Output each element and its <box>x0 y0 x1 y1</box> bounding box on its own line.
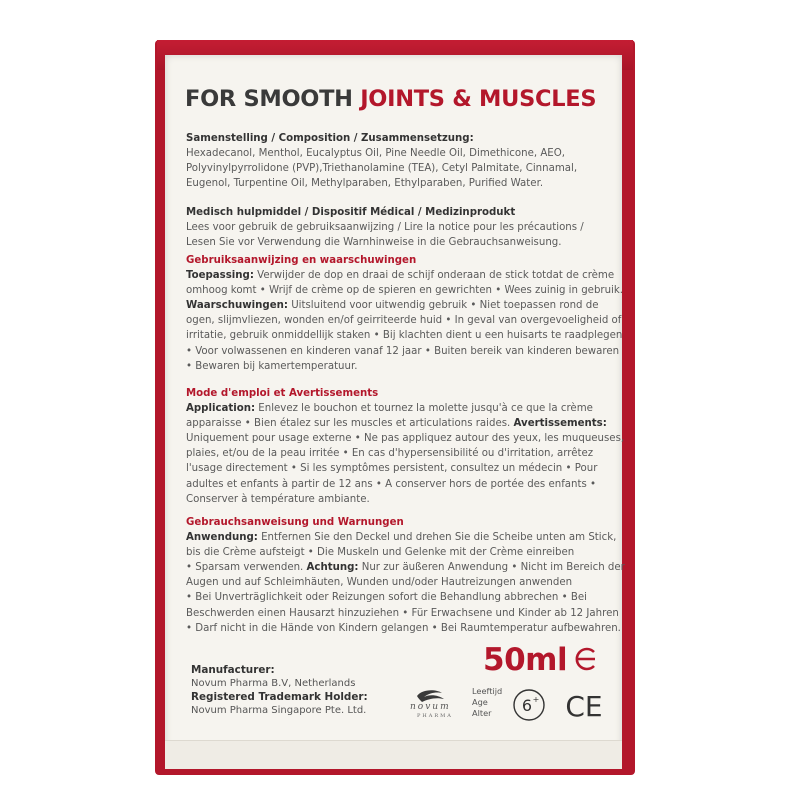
composition-block <box>186 131 577 191</box>
french-line: adultes et enfants à partir de 12 ans • A conserver hors de portée des enfants • <box>186 478 597 490</box>
dutch-line: • Bewaren bij kamertemperatuur. <box>186 360 358 372</box>
medical-block <box>186 205 584 250</box>
french-line: l'usage directement • Si les symptômes persistent, consultez un médecin • Pour <box>186 463 598 475</box>
panel-bottom-edge <box>165 740 622 769</box>
dutch-line: Uitsluitend voor uitwendig gebruik • Niet toepassen rond de <box>287 300 599 312</box>
manufacturer-name: Novum Pharma B.V, Netherlands <box>191 678 356 690</box>
german-line: • Bei Unverträglichkeit oder Reizungen sofort die Behandlung abbrechen • Bei <box>186 592 587 604</box>
french-line: apparaisse • Bien étalez sur les muscles et articulations raides. <box>186 418 514 430</box>
composition-line: Eugenol, Turpentine Oil, Methylparaben, Ethylparaben, Purified Water. <box>186 178 544 190</box>
medical-title: Medisch hulpmiddel / Dispositif Médical / Medizinprodukt <box>186 207 516 218</box>
dutch-line: irritatie, gebruik onmiddellijk staken • Bij klachten dient u een huisarts te raadplegen <box>186 330 623 342</box>
french-label-warnings: Avertissements: <box>513 418 607 430</box>
dutch-line: • Voor volwassenen en kinderen vanaf 12 jaar • Buiten bereik van kinderen bewaren <box>186 345 620 357</box>
age-label-line: Leeftijd <box>472 686 503 696</box>
french-line: plaies, et/ou de la peau irritée • En cas d'hypersensibilité ou d'irritation, arrêtez <box>186 448 594 460</box>
ce-mark-text: CE <box>565 690 603 722</box>
french-line: Conserver à température ambiante. <box>186 493 370 505</box>
french-block <box>186 386 624 507</box>
german-line: Entfernen Sie den Deckel und drehen Sie die Scheibe unten am Stick, <box>257 532 617 544</box>
headline <box>185 86 596 112</box>
medical-line: Lees voor gebruik de gebruiksaanwijzing / Lire la notice pour les précautions / <box>186 222 584 234</box>
trademark-holder-label: Registered Trademark Holder: <box>191 690 368 703</box>
volume-label: 50ml <box>483 642 568 678</box>
dutch-block <box>186 253 623 374</box>
dutch-line: omhoog komt • Wrijf de crème op de spieren en gewrichten • Wees zuinig in gebruik. <box>186 285 624 297</box>
dutch-line: Verwijder de dop en draai de schijf onderaan de stick totdat de crème <box>253 270 615 282</box>
age-label-line: Alter <box>472 708 492 718</box>
french-line: Uniquement pour usage externe • Ne pas appliquez autour des yeux, les muqueuses, <box>186 433 625 445</box>
age-label <box>472 686 502 719</box>
logo-wordmark: novum <box>410 702 451 712</box>
german-label-application: Anwendung: <box>186 532 258 544</box>
german-line: Beschwerden einen Hausarzt hinzuziehen • Für Erwachsene und Kinder ab 12 Jahren <box>186 607 619 619</box>
dutch-line: ogen, slijmvliezen, wonden en/of geirriteerde huid • In geval van overgevoeligheid of <box>186 315 622 327</box>
manufacturer-block <box>191 664 368 717</box>
german-line: Nur zur äußeren Anwendung • Nicht im Bereich der <box>358 562 625 574</box>
medical-line: Lesen Sie vor Verwendung die Warnhinweise in die Gebrauchsanweisung. <box>186 237 562 249</box>
manufacturer-label: Manufacturer: <box>191 664 275 676</box>
composition-title: Samenstelling / Composition / Zusammensetzung: <box>186 133 474 144</box>
age-6-plus-icon <box>512 688 546 722</box>
french-label-application: Application: <box>186 403 256 415</box>
french-line: Enlevez le bouchon et tournez la molette jusqu'à ce que la crème <box>255 403 593 415</box>
composition-line: Polyvinylpyrrolidone (PVP),Triethanolamine (TEA), Cetyl Palmitate, Cinnamal, <box>186 163 578 175</box>
age-value: 6 <box>521 696 533 715</box>
trademark-holder-name: Novum Pharma Singapore Pte. Ltd. <box>191 704 367 716</box>
headline-dark: FOR SMOOTH <box>185 86 361 112</box>
age-label-line: Age <box>472 697 488 707</box>
ce-mark-icon <box>560 688 608 722</box>
french-title: Mode d'emploi et Avertissements <box>186 388 379 399</box>
headline-red: JOINTS & MUSCLES <box>360 86 597 112</box>
dutch-label-application: Toepassing: <box>186 270 254 282</box>
estimated-sign-icon <box>573 646 599 672</box>
logo-subtitle: PHARMA <box>417 713 453 719</box>
german-label-warnings: Achtung: <box>306 562 359 574</box>
german-line: Augen und auf Schleimhäuten, Wunden und/oder Hautreizungen anwenden <box>186 577 573 589</box>
german-title: Gebrauchsanweisung und Warnungen <box>186 517 404 528</box>
age-plus: + <box>532 695 540 704</box>
dutch-label-warnings: Waarschuwingen: <box>186 300 288 312</box>
german-line: bis die Crème aufsteigt • Die Muskeln und Gelenke mit der Crème einreiben <box>186 547 575 559</box>
dutch-title: Gebruiksaanwijzing en waarschuwingen <box>186 255 417 266</box>
german-block <box>186 515 625 636</box>
composition-line: Hexadecanol, Menthol, Eucalyptus Oil, Pine Needle Oil, Dimethicone, AEO, <box>186 148 565 160</box>
german-line: • Sparsam verwenden. <box>186 562 307 574</box>
german-line: • Darf nicht in die Hände von Kindern gelangen • Bei Raumtemperatur aufbewahren. <box>186 622 621 634</box>
